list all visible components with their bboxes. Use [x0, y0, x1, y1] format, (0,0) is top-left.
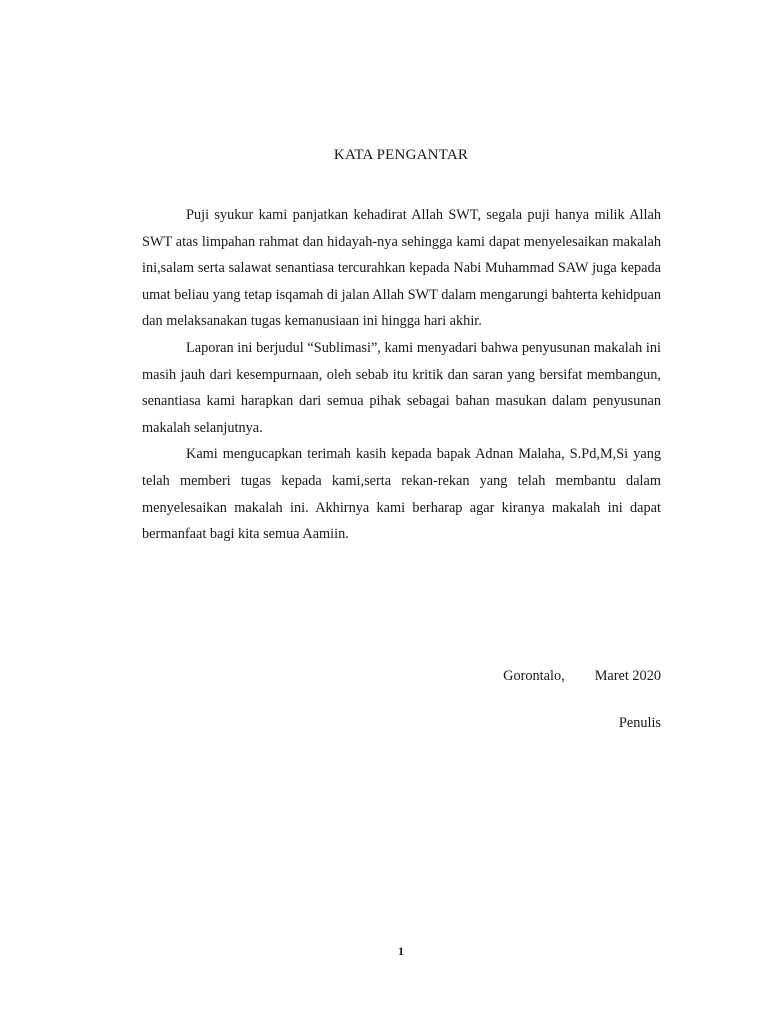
closing-block: [503, 668, 661, 732]
page-number: 1: [398, 944, 404, 958]
paragraph-3: Kami mengucapkan terimah kasih kepada bapak Adnan Malaha, S.Pd,M,Si yang telah memberi tugas kepada kami,serta rekan-rekan yang telah membantu dalam menyelesaikan makalah ini. Akhirnya kami berharap agar kiranya makalah ini dapat bermanfaat bagi kita semua Aamiin.: [142, 446, 661, 543]
body-text: [142, 202, 661, 548]
paragraph-1: Puji syukur kami panjatkan kehadirat Allah SWT, segala puji hanya milik Allah SWT atas limpahan rahmat dan hidayah-nya sehingga kami dapat menyelesaikan makalah ini,salam serta salawat senantiasa tercurahkan kepada Nabi Muhammad SAW juga kepada umat beliau yang tetap isqamah di jalan Allah SWT dalam mengarungi bahterta kehidpuan dan melaksanakan tugas kemanusiaan ini hingga hari akhir.: [142, 207, 661, 330]
closing-place: Gorontalo,: [503, 668, 565, 684]
place-date: [503, 668, 661, 685]
page-title: KATA PENGANTAR: [333, 147, 469, 163]
closing-author: Penulis: [618, 715, 661, 731]
closing-date: Maret 2020: [594, 668, 661, 684]
paragraph-2: Laporan ini berjudul “Sublimasi”, kami menyadari bahwa penyusunan makalah ini masih jauh dari kesempurnaan, oleh sebab itu kritik dan saran yang bersifat membangun, senantiasa kami harapkan dari semua pihak sebagai bahan masukan dalam penyusunan makalah selanjutnya.: [142, 339, 661, 436]
